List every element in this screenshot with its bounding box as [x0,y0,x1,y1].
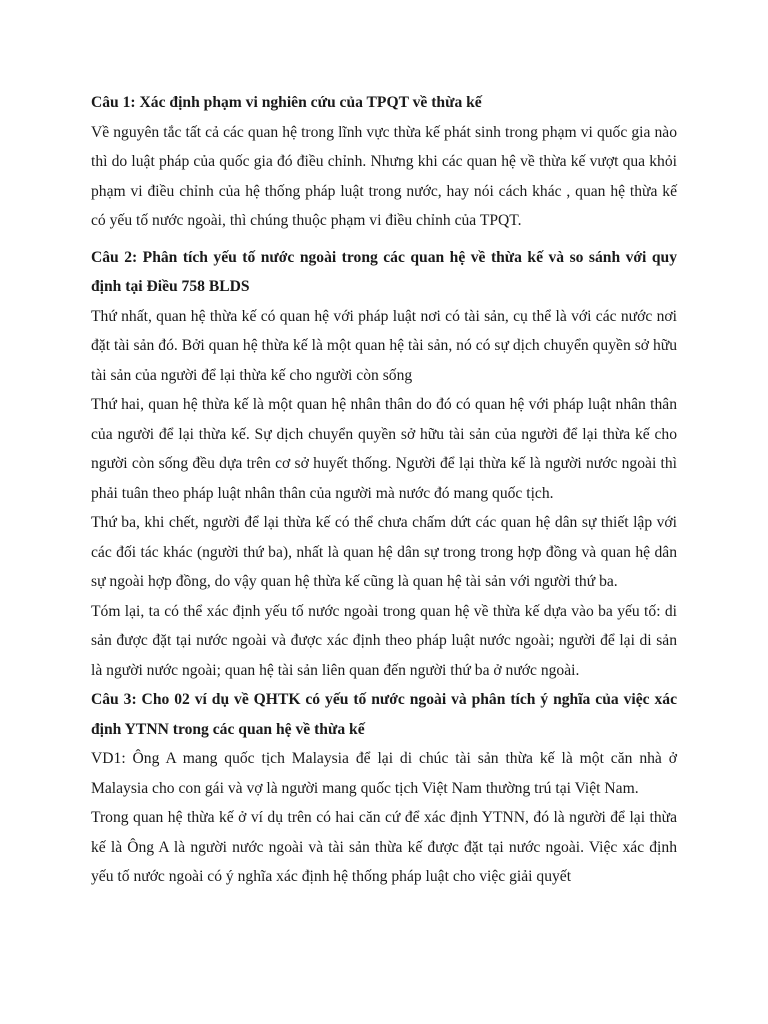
question-3-heading: Câu 3: Cho 02 ví dụ về QHTK có yếu tố nước ngoài và phân tích ý nghĩa của việc xác định YTNN trong các quan hệ về thừa kế [91,691,677,738]
question-2-paragraph-third: Thứ ba, khi chết, người để lại thừa kế có thể chưa chấm dứt các quan hệ dân sự thiết lập với các đối tác khác (người thứ ba), nhất là quan hệ dân sự trong trong hợp đồng và quan hệ dân sự ngoài hợp đồng, do vậy quan hệ thừa kế cũng là quan hệ tài sản với người thứ ba. [91,514,677,590]
question-3-example-1: VD1: Ông A mang quốc tịch Malaysia để lại di chúc tài sản thừa kế là một căn nhà ở Malaysia cho con gái và vợ là người mang quốc tịch Việt Nam thường trú tại Việt Nam. [91,750,677,797]
document-body [91,88,677,892]
question-2-heading: Câu 2: Phân tích yếu tố nước ngoài trong các quan hệ về thừa kế và so sánh với quy định tại Điều 758 BLDS [91,248,677,295]
question-2-paragraph-first: Thứ nhất, quan hệ thừa kế có quan hệ với pháp luật nơi có tài sản, cụ thể là với các nước nơi đặt tài sản đó. Bởi quan hệ thừa kế là một quan hệ tài sản, nó có sự dịch chuyển quyền sở hữu tài sản của người để lại thừa kế cho người còn sống [91,307,677,384]
question-1-paragraph: Về nguyên tắc tất cả các quan hệ trong lĩnh vực thừa kế phát sinh trong phạm vi quốc gia nào thì do luật pháp của quốc gia đó điều chỉnh. Nhưng khi các quan hệ về thừa kế vượt qua khỏi phạm vi điều chỉnh của hệ thống pháp luật trong nước, hay nói cách khác , quan hệ thừa kế có yếu tố nước ngoài, thì chúng thuộc phạm vi điều chỉnh của TPQT. [91,123,677,229]
question-3-analysis: Trong quan hệ thừa kế ở ví dụ trên có hai căn cứ để xác định YTNN, đó là người để lại thừa kế là Ông A là người nước ngoài và tài sản thừa kế được đặt tại nước ngoài. Việc xác định yếu tố nước ngoài có ý nghĩa xác định hệ thống pháp luật cho việc giải quyết [91,809,677,885]
question-2-paragraph-summary: Tóm lại, ta có thể xác định yếu tố nước ngoài trong quan hệ về thừa kế dựa vào ba yếu tố: di sản được đặt tại nước ngoài và được xác định theo pháp luật nước ngoài; người để lại di sản là người nước ngoài; quan hệ tài sản liên quan đến người thứ ba ở nước ngoài. [91,602,677,679]
question-1-heading: Câu 1: Xác định phạm vi nghiên cứu của TPQT về thừa kế [91,94,482,111]
section-spacer [91,236,677,243]
question-2-paragraph-second: Thứ hai, quan hệ thừa kế là một quan hệ nhân thân do đó có quan hệ với pháp luật nhân thân của người để lại thừa kế. Sự dịch chuyển quyền sở hữu tài sản của người để lại thừa kế cho người còn sống đều dựa trên cơ sở huyết thống. Người để lại thừa kế là người nước ngoài thì phải tuân theo pháp luật nhân thân của người mà nước đó mang quốc tịch. [91,396,677,502]
